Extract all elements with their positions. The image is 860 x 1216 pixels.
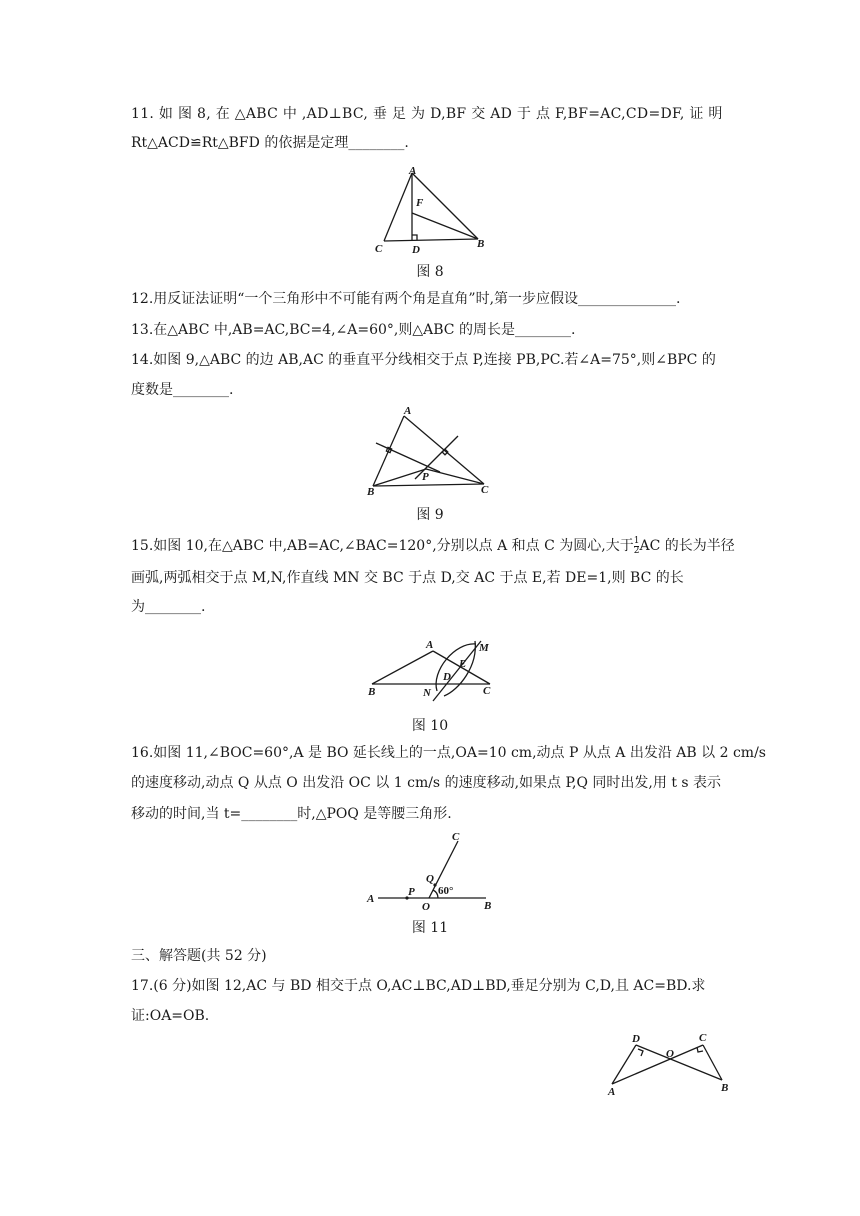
figure-10-caption: 图 10 [411, 718, 449, 734]
label-E: E [459, 658, 467, 670]
q13-line1: 13.在△ABC 中,AB=AC,BC=4,∠A=60°,则△ABC 的周长是________. [131, 322, 576, 338]
figure-10 [362, 632, 502, 704]
label-O: O [666, 1048, 674, 1060]
figure-8 [370, 165, 495, 255]
label-Q: Q [426, 873, 434, 885]
q16-line1: 16.如图 11,∠BOC=60°,A 是 BO 延长线上的一点,OA=10 cm,动点 P 从点 A 出发沿 AB 以 2 cm/s [131, 745, 766, 761]
fraction-denominator: 2 [633, 545, 640, 556]
label-B: B [484, 900, 492, 912]
label-C: C [481, 484, 489, 496]
label-A: A [426, 639, 434, 651]
figure-11-caption: 图 11 [411, 920, 449, 936]
label-A: A [409, 165, 417, 177]
label-N: N [423, 687, 431, 699]
label-B: B [721, 1082, 729, 1094]
figure-9 [360, 402, 500, 502]
label-B: B [477, 238, 485, 250]
q15-line3: 为________. [131, 599, 206, 615]
q16-line2: 的速度移动,动点 Q 从点 O 出发沿 OC 以 1 cm/s 的速度移动,如果点 P,Q 同时出发,用 t s 表示 [131, 775, 722, 791]
q12-line1: 12.用反证法证明“一个三角形中不可能有两个角是直角”时,第一步应假设______________. [131, 291, 681, 307]
figure-12 [600, 1026, 740, 1102]
label-D: D [632, 1033, 640, 1045]
label-P: P [408, 886, 415, 898]
label-C: C [699, 1032, 707, 1044]
label-B: B [367, 486, 375, 498]
label-A: A [404, 405, 412, 417]
q11-line1: 11. 如 图 8, 在 △ABC 中 ,AD⊥BC, 垂 足 为 D,BF 交 AD 于 点 F,BF=AC,CD=DF, 证 明 [131, 106, 723, 122]
angle-60-label: 60° [438, 885, 454, 897]
q17-line2: 证:OA=OB. [131, 1008, 210, 1024]
label-B: B [368, 686, 376, 698]
q17-line1: 17.(6 分)如图 12,AC 与 BD 相交于点 O,AC⊥BC,AD⊥BD,垂足分别为 C,D,且 AC=BD.求 [131, 978, 706, 994]
label-C: C [375, 243, 383, 255]
q16-line3: 移动的时间,当 t=________时,△POQ 是等腰三角形. [131, 806, 452, 822]
label-O: O [422, 901, 430, 912]
q15-line1 [131, 535, 735, 556]
label-D: D [412, 244, 420, 255]
label-P: P [422, 471, 429, 483]
label-D: D [443, 671, 451, 683]
label-C: C [483, 685, 491, 697]
fraction-numerator: 1 [633, 535, 640, 546]
figure-9-caption: 图 9 [416, 507, 444, 523]
label-A: A [608, 1086, 616, 1098]
q14-line1: 14.如图 9,△ABC 的边 AB,AC 的垂直平分线相交于点 P,连接 PB,PC.若∠A=75°,则∠BPC 的 [131, 352, 716, 368]
figure-8-caption: 图 8 [416, 264, 444, 280]
q11-line2: Rt△ACD≌Rt△BFD 的依据是定理________. [131, 135, 409, 151]
label-M: M [479, 642, 489, 654]
label-C: C [452, 831, 460, 843]
figure-11 [362, 826, 502, 912]
q15-line1-text-end: AC 的长为半径 [639, 538, 735, 554]
q14-line2: 度数是________. [131, 382, 234, 398]
label-F: F [416, 197, 424, 209]
q15-line2: 画弧,两弧相交于点 M,N,作直线 MN 交 BC 于点 D,交 AC 于点 E,若 DE=1,则 BC 的长 [131, 570, 684, 586]
label-A: A [367, 893, 375, 905]
section-3-title: 三、解答题(共 52 分) [131, 948, 267, 964]
q15-line1-text: 15.如图 10,在△ABC 中,AB=AC,∠BAC=120°,分别以点 A 和点 C 为圆心,大于 [131, 538, 634, 554]
